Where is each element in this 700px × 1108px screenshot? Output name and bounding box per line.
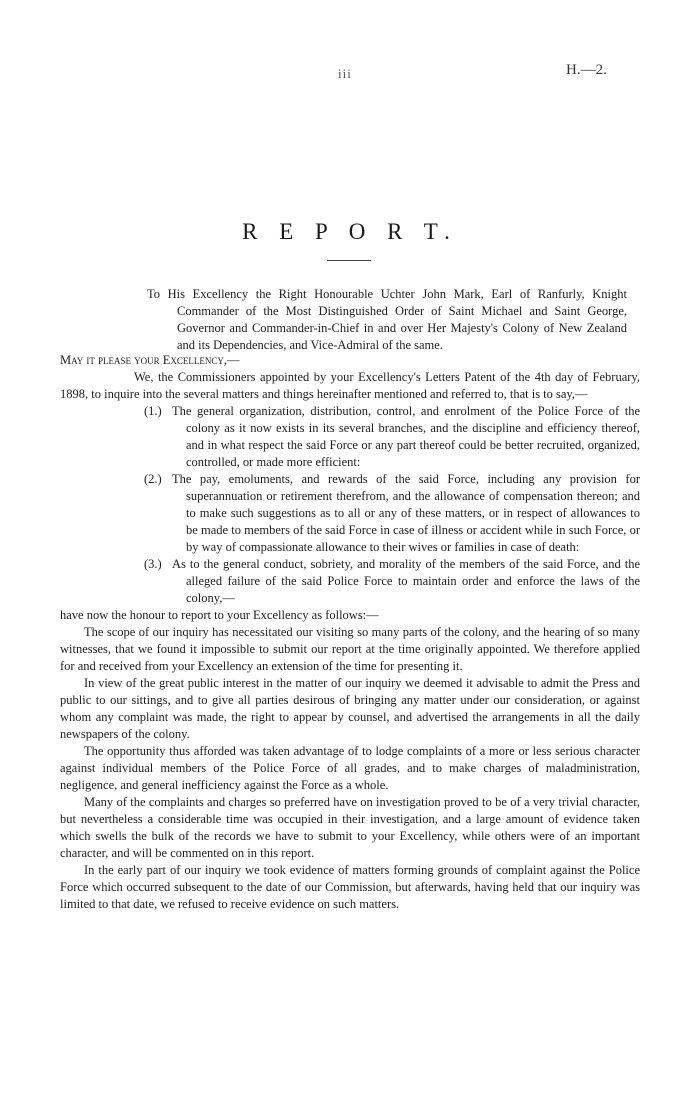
item-text: The pay, emoluments, and rewards of the said Force, including any provision for superannuation or retirement therefrom, and the allowance of compensation thereon; and to make such suggestions as to all or any of these matters, or in respect of allowances to be made to members of the said Force in case of illness or accident while in such Force, or by way of compassionate allowance to their wives or families in case of death: [172,472,640,554]
document-code: H.—2. [566,62,607,78]
list-item [144,556,640,607]
commission-intro: We, the Commissioners appointed by your Excellency's Letters Patent of the 4th day of February, 1898, to inquire into the several matters and things hereinafter mentioned and referred to, that is to say,— [60,370,640,401]
address-to-governor: To His Excellency the Right Honourable Uchter John Mark, Earl of Ranfurly, Knight Commander of the Most Distinguished Order of Saint Michael and Saint George, Governor and Commander-in-Chief in and over Her Majesty's Colony of New Zealand and its Dependencies, and Vice-Admiral of the same. [147,287,627,352]
paragraph: In view of the great public interest in the matter of our inquiry we deemed it advisable to admit the Press and public to our sittings, and to give all parties desirous of bringing any matter under our consideration, or against whom any complaint was made, the right to appear by counsel, and advertised the arrangements in all the daily newspapers of the colony. [60,676,640,741]
salutation: May it please your Excellency,— [60,353,240,367]
paragraph: The opportunity thus afforded was taken advantage of to lodge complaints of a more or less serious character against individual members of the Police Force of all grades, and to make charges of maladministration, negligence, and general inefficiency against the Force as a whole. [60,744,640,792]
paragraph: In the early part of our inquiry we took evidence of matters forming grounds of complaint against the Police Force which occurred subsequent to the date of our Commission, but afterwards, having held that our inquiry was limited to that date, we refused to receive evidence on such matters. [60,863,640,911]
report-body [60,369,640,913]
report-title: R E P O R T. [242,219,458,244]
list-item [144,403,640,471]
item-text: The general organization, distribution, control, and enrolment of the Police Force of the colony as it now exists in its several branches, and the discipline and efficiency thereof, and in what respect the said Force or any part thereof could be better recruited, organized, controlled, or made more efficient: [172,404,640,469]
item-number: (1.) [144,404,162,418]
page-number: iii [338,66,352,81]
item-text: As to the general conduct, sobriety, and morality of the members of the said Force, and the alleged failure of the said Police Force to maintain order and enforce the laws of the colony,— [172,557,640,605]
paragraph: Many of the complaints and charges so preferred have on investigation proved to be of a very trivial character, but nevertheless a considerable time was occupied in their investigation, and a large amount of evidence taken which swells the bulk of the records we have to submit to your Excellency, while others were of an important character, and will be commented on in this report. [60,795,640,860]
title-divider [327,260,371,261]
paragraph: The scope of our inquiry has necessitated our visiting so many parts of the colony, and the hearing of so many witnesses, that we found it impossible to submit our report at the time originally appointed. We therefore applied for and received from your Excellency an extension of the time for presenting it. [60,625,640,673]
item-number: (3.) [144,557,162,571]
list-item [144,471,640,556]
terms-of-reference-list [60,403,640,607]
honour-line: have now the honour to report to your Excellency as follows:— [60,608,379,622]
item-number: (2.) [144,472,162,486]
